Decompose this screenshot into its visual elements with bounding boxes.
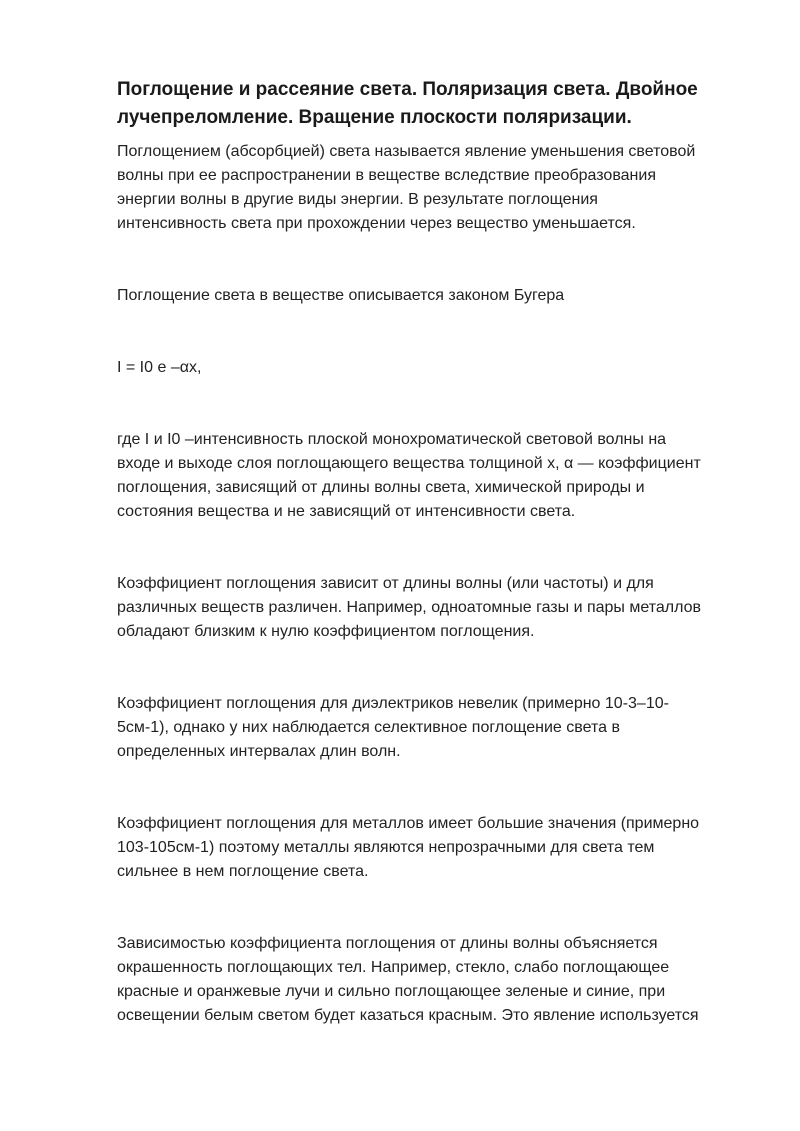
document-title: Поглощение и рассеяние света. Поляризация света. Двойное лучепреломление. Вращение плоскости поляризации. <box>117 79 698 128</box>
paragraph-metals: Коэффициент поглощения для металлов имеет большие значения (примерно 103-105см-1) поэтому металлы являются непрозрачными для света тем сильнее в нем поглощение света. <box>117 815 700 880</box>
paragraph-absorption-definition: Поглощением (абсорбцией) света называется явление уменьшения световой волны при ее распространении в веществе вследствие преобразования энергии волны в другие виды энергии. В результате поглощения интенсивность света при прохождении через вещество уменьшается. <box>117 143 696 232</box>
paragraph-bouguer-law-intro: Поглощение света в веществе описывается законом Бугера <box>117 287 565 304</box>
formula-bouguer-law: I = I0 e –αx, <box>117 359 202 376</box>
paragraph-absorption-coefficient: Коэффициент поглощения зависит от длины волны (или частоты) и для различных веществ различен. Например, одноатомные газы и пары металлов обладают близким к нулю коэффициентом поглощения. <box>117 575 702 640</box>
paragraph-coloration: Зависимостью коэффициента поглощения от длины волны объясняется окрашенность поглощающих тел. Например, стекло, слабо поглощающее красные и оранжевые лучи и сильно поглощающее зеленые и синие, при освещении белым светом будет казаться красным. Это явление используется <box>117 935 699 1024</box>
paragraph-formula-explanation: где I и I0 –интенсивность плоской монохроматической световой волны на входе и выходе слоя поглощающего вещества толщиной x, α — коэффициент поглощения, зависящий от длины волны света, химической природы и состояния вещества и не зависящий от интенсивности света. <box>117 431 701 520</box>
document-page <box>117 76 747 1028</box>
paragraph-dielectrics: Коэффициент поглощения для диэлектриков невелик (примерно 10-3–10- 5см-1), однако у них наблюдается селективное поглощение света в определенных интервалах длин волн. <box>117 695 669 760</box>
